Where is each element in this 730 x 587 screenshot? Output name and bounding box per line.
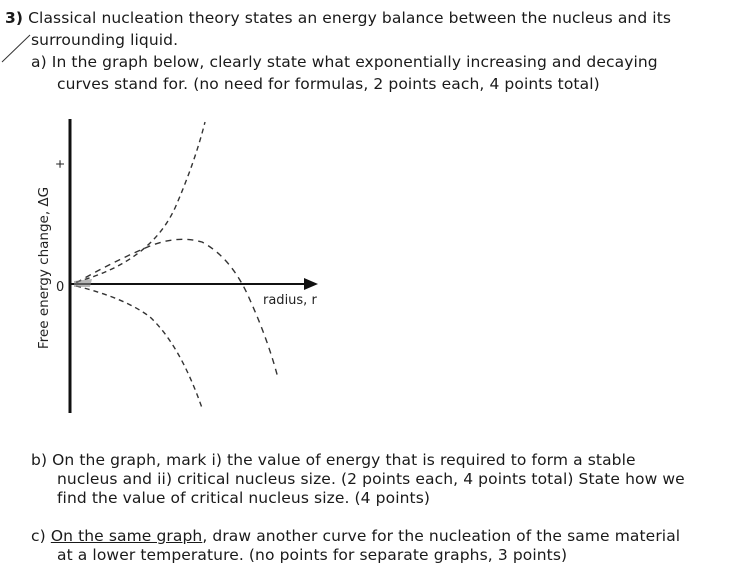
- volume-energy-curve: [76, 286, 202, 408]
- part-b-text: On the graph, mark i) the value of energy that is required to form a stable: [52, 451, 636, 469]
- part-b-line3: find the value of critical nucleus size. (4 points): [57, 489, 431, 507]
- part-b-line2: nucleus and ii) critical nucleus size. (2 points each, 4 points total) State how we: [57, 470, 685, 488]
- x-axis-arrowhead: [304, 278, 318, 290]
- part-c-label: c): [31, 527, 46, 545]
- part-b-line1: [31, 451, 636, 469]
- origin-blob: [74, 279, 92, 287]
- y-axis-label: Free energy change, ΔG: [36, 186, 52, 350]
- surface-energy-curve: [76, 122, 205, 282]
- total-free-energy-curve: [76, 239, 278, 378]
- question-number: 3): [5, 9, 24, 27]
- question-intro-line2: surrounding liquid.: [31, 31, 179, 49]
- part-c-text: , draw another curve for the nucleation of the same material: [202, 527, 681, 545]
- margin-pen-mark: [2, 35, 30, 62]
- part-a-text: In the graph below, clearly state what exponentially increasing and decaying: [51, 53, 658, 71]
- plus-sign: +: [53, 158, 67, 169]
- x-axis-label: radius, r: [263, 293, 317, 308]
- zero-label: 0: [56, 280, 65, 295]
- part-a-label: a): [31, 53, 47, 71]
- part-b-label: b): [31, 451, 48, 469]
- question-intro-text: Classical nucleation theory states an energy balance between the nucleus and its: [28, 9, 672, 27]
- part-c-line2: at a lower temperature. (no points for separate graphs, 3 points): [57, 546, 568, 564]
- part-a-line2: curves stand for. (no need for formulas, 2 points each, 4 points total): [57, 75, 600, 93]
- part-c-line1: [31, 527, 680, 545]
- part-c-underlined: On the same graph: [50, 527, 203, 545]
